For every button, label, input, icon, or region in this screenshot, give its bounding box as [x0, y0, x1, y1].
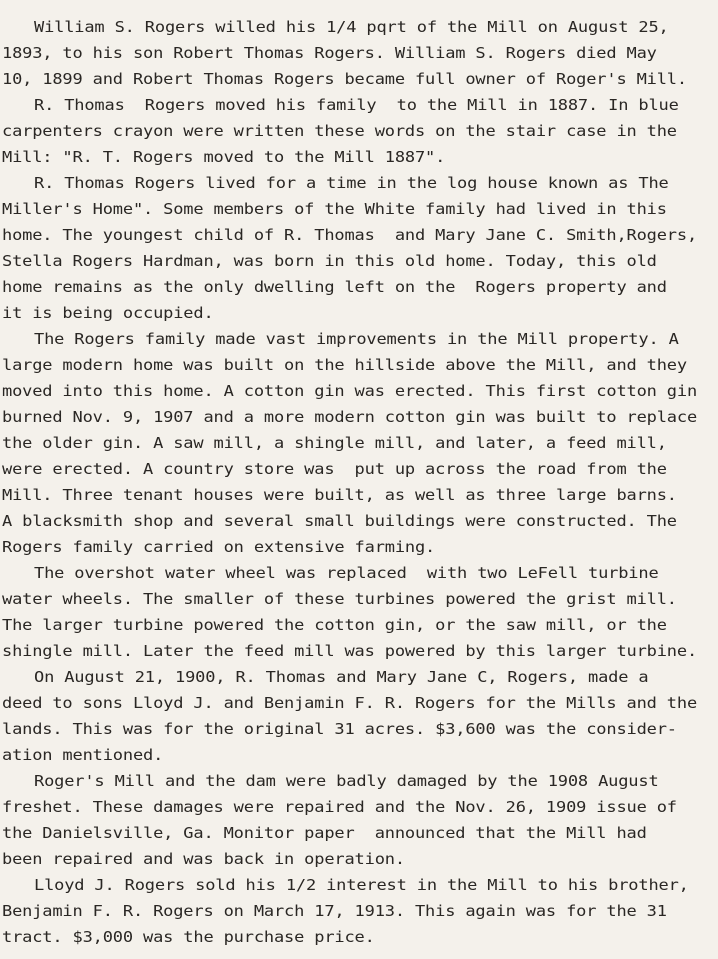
- text-line: The larger turbine powered the cotton gin, or the saw mill, or the: [2, 616, 667, 634]
- text-line: The Rogers family made vast improvements in the Mill property. A: [34, 330, 679, 348]
- text-line: ation mentioned.: [2, 746, 164, 764]
- text-line: the Danielsville, Ga. Monitor paper announced that the Mill had: [2, 824, 647, 842]
- text-line: Stella Rogers Hardman, was born in this old home. Today, this old: [2, 252, 657, 270]
- text-line: freshet. These damages were repaired and the Nov. 26, 1909 issue of: [2, 798, 677, 816]
- text-line: Rogers family carried on extensive farming.: [2, 538, 436, 556]
- text-line: burned Nov. 9, 1907 and a more modern cotton gin was built to replace: [2, 408, 698, 426]
- text-line: 1893, to his son Robert Thomas Rogers. William S. Rogers died May: [2, 44, 657, 62]
- text-line: the older gin. A saw mill, a shingle mill, and later, a feed mill,: [2, 434, 667, 452]
- text-line: Roger's Mill and the dam were badly damaged by the 1908 August: [34, 772, 659, 790]
- text-line: R. Thomas Rogers moved his family to the Mill in 1887. In blue: [34, 96, 679, 114]
- text-line: shingle mill. Later the feed mill was powered by this larger turbine.: [2, 642, 698, 660]
- text-line: On August 21, 1900, R. Thomas and Mary Jane C, Rogers, made a: [34, 668, 649, 686]
- text-line: were erected. A country store was put up across the road from the: [2, 460, 667, 478]
- text-line: water wheels. The smaller of these turbines powered the grist mill.: [2, 590, 677, 608]
- text-line: The overshot water wheel was replaced with two LeFell turbine: [34, 564, 659, 582]
- text-line: home. The youngest child of R. Thomas and Mary Jane C. Smith,Rogers,: [2, 226, 698, 244]
- text-line: deed to sons Lloyd J. and Benjamin F. R. Rogers for the Mills and the: [2, 694, 698, 712]
- text-line: carpenters crayon were written these words on the stair case in the: [2, 122, 677, 140]
- text-line: R. Thomas Rogers lived for a time in the log house known as The: [34, 174, 669, 192]
- text-line: been repaired and was back in operation.: [2, 850, 405, 868]
- text-line: William S. Rogers willed his 1/4 pqrt of the Mill on August 25,: [34, 18, 669, 36]
- text-line: Mill: "R. T. Rogers moved to the Mill 1887".: [2, 148, 446, 166]
- text-line: Lloyd J. Rogers sold his 1/2 interest in the Mill to his brother,: [34, 876, 689, 894]
- text-line: Miller's Home". Some members of the White family had lived in this: [2, 200, 667, 218]
- text-line: large modern home was built on the hillside above the Mill, and they: [2, 356, 687, 374]
- text-line: it is being occupied.: [2, 304, 214, 322]
- text-line: home remains as the only dwelling left on the Rogers property and: [2, 278, 667, 296]
- text-line: 10, 1899 and Robert Thomas Rogers became full owner of Roger's Mill.: [2, 70, 687, 88]
- text-line: moved into this home. A cotton gin was erected. This first cotton gin: [2, 382, 698, 400]
- text-line: lands. This was for the original 31 acres. $3,600 was the consider-: [2, 720, 677, 738]
- text-line: tract. $3,000 was the purchase price.: [2, 928, 375, 946]
- text-line: Benjamin F. R. Rogers on March 17, 1913. This again was for the 31: [2, 902, 667, 920]
- text-line: A blacksmith shop and several small buildings were constructed. The: [2, 512, 677, 530]
- text-line: Mill. Three tenant houses were built, as well as three large barns.: [2, 486, 677, 504]
